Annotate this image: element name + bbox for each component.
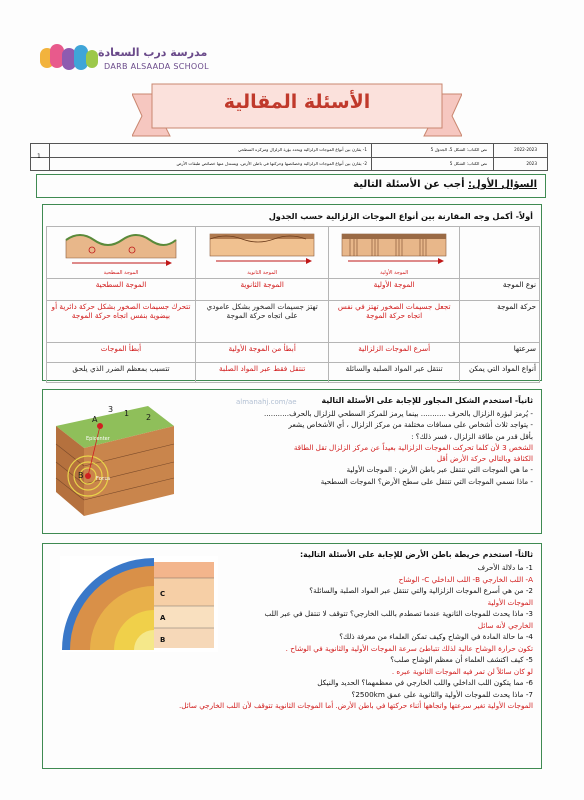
part-three-question-line: 7- ماذا يحدث للموجات الأولية والثانوية على عمق 2500km؟ xyxy=(351,689,533,699)
part-three-question-line: 2- من هي أسرع الموجات الزلزالية والتي تنتقل عبر المواد الصلبة والسائلة؟ xyxy=(309,586,533,595)
part-three-answer-line: A- اللب الخارجي B- اللب الداخلي C- الوشاح xyxy=(398,574,533,584)
figure-label-2: 2 xyxy=(146,413,152,422)
part-two-line: بأقل قدر من طاقة الزلزال ، فسر ذلك؟ : xyxy=(411,431,533,441)
part-three-question-line: 6- مما يتكون اللب الداخلي واللب الخارجي في معظمهما؟ الحديد والنيكل xyxy=(317,678,533,687)
part-three-answer-line: الموجات الأولية تغير سرعتها واتجاهها أثناء حركتها في باطن الأرض. أما الموجات الثانوية تتوقف لأن اللب الخارجي سائل. xyxy=(178,701,533,710)
cell-surface-motion: تتحرك جسيمات الصخور بشكل حركة دائرية أو بيضوية بنفس اتجاه حركة الموجة xyxy=(47,300,196,342)
part-two-line: - ماذا نسمي الموجات التي تنتقل على سطح الأرض؟ الموجات السطحية xyxy=(320,476,533,486)
row-label-speed: سرعتها xyxy=(460,342,540,362)
secondary-wave-figure-cell xyxy=(195,227,328,279)
part-three-question-line: 4- ما حالة المادة في الوشاح وكيف تمكن العلماء من معرفة ذلك؟ xyxy=(339,632,533,641)
question-one-text: أجب عن الأسئلة التالية xyxy=(353,179,465,190)
cell-surface-speed: أبطأ الموجات xyxy=(47,342,196,362)
earth-label-b: B xyxy=(160,636,166,644)
school-name-english: DARB ALSAADA SCHOOL xyxy=(104,62,209,71)
primary-wave-illustration xyxy=(338,228,450,268)
primary-wave-figure-cell xyxy=(329,227,460,279)
earth-label-a: A xyxy=(160,614,166,622)
table-row xyxy=(47,362,540,382)
part-two-answer-line: الشخص 3 لأن كلما تحركت الموجات الزلزالية بعيداً عن مركز الزلزال تقل الطاقة xyxy=(293,442,533,452)
earthquake-focus-figure xyxy=(48,396,180,520)
table-row xyxy=(47,278,540,300)
figure-label-a: A xyxy=(92,415,98,424)
figure-label-b: B xyxy=(78,471,84,480)
part-two-line: - يُرمز لبؤرة الزلزال بالحرف ........... بينما يرمز للمركز السطحي للزلزال بالحرف........... xyxy=(263,409,533,418)
primary-wave-figure-label: الموجة الأولية xyxy=(380,270,409,277)
table-row xyxy=(47,300,540,342)
info-outcome-1: 1- يقارن بين أنواع الموجات الزلزالية ويحدد بؤرة الزلزال ومركزه السطحي xyxy=(238,147,367,152)
lesson-info-table xyxy=(30,143,548,171)
part-three-question-line: 5- كيف اكتشف العلماء أن معظم الوشاح صلب؟ xyxy=(390,655,533,664)
question-one-header xyxy=(36,174,546,198)
earth-interior-figure xyxy=(60,556,218,652)
part-two-line: - يتواجد ثلاث أشخاص على مسافات مختلفة من مركز الزلزال ، أي الأشخاص يشعر xyxy=(288,420,533,430)
earth-label-c: C xyxy=(160,590,166,598)
cell-secondary-motion: تهتز جسيمات الصخور بشكل عامودي على اتجاه حركة الموجة xyxy=(195,300,328,342)
info-reference-1: نص الكتاب: الشكل 5، الجدول 5 xyxy=(430,147,487,152)
part-three-answer-line: لو كان سائلاً لن تمر فيه الموجات الثانوية عبره . xyxy=(391,666,533,676)
part-two-line: - ما هي الموجات التي تنتقل عبر باطن الأرض : الموجات الأولية xyxy=(346,465,533,475)
part-three-answer-line: الخارجي لأنه سائل xyxy=(477,620,533,630)
part-three-title: ثالثاً- استخدم خريطة باطن الأرض للإجابة على الأسئلة التالية: xyxy=(300,550,533,559)
cell-primary-motion: تجعل جسيمات الصخور تهتز في نفس اتجاه حركة الموجة xyxy=(329,300,460,342)
info-number: 1 xyxy=(37,153,41,160)
part-two-answer-line: الكثافة وبالتالي حركة الأرض أقل xyxy=(436,454,533,464)
secondary-wave-figure-label: الموجة الثانوية xyxy=(247,270,278,277)
part-three-question-line: 1- ما دلالة الأحرف xyxy=(477,563,533,572)
row-label-wave-motion: حركة الموجة xyxy=(460,300,540,342)
cell-primary-wave: الموجة الأولية xyxy=(329,278,460,300)
figure-label-3: 3 xyxy=(108,405,114,414)
cell-primary-speed: أسرع الموجات الزلزالية xyxy=(329,342,460,362)
table-row xyxy=(47,342,540,362)
cell-primary-materials: تنتقل عبر المواد الصلبة والسائلة xyxy=(329,362,460,382)
cell-secondary-materials: تنتقل فقط عبر المواد الصلبة xyxy=(195,362,328,382)
surface-wave-figure-label: الموجة السطحية xyxy=(103,270,139,277)
figure-label-epicenter: Epicenter xyxy=(86,436,110,442)
info-outcome-2: 2- يقارن بين أنواع الموجات الزلزالية وخصائصها وحركتها في باطن الأرض، ويستدل منها خصائص طبقات الأرض xyxy=(176,161,367,166)
school-name-arabic: مدرسة درب السعادة xyxy=(98,46,208,59)
info-year-2: 2023 xyxy=(526,161,537,166)
part-three-answer-line: تكون حرارة الوشاح عالية لذلك تتباطئ سرعة الموجات الأولية والثانوية في الوشاح . xyxy=(285,643,533,653)
cell-surface-wave: الموجة السطحية xyxy=(47,278,196,300)
question-one-title xyxy=(353,179,537,190)
watermark: almanahj.com/ae xyxy=(236,398,297,406)
wave-comparison-table xyxy=(46,226,540,383)
row-label-wave-type: نوع الموجة xyxy=(460,278,540,300)
info-reference-2: نص الكتاب: الشكل 5 xyxy=(449,161,487,166)
part-three-question-line: 3- ماذا يحدث للموجات الثانوية عندما تصطدم باللب الخارجي؟ تتوقف لا تنتقل في عبر اللب xyxy=(264,609,533,618)
surface-wave-illustration xyxy=(62,228,180,268)
table-row xyxy=(47,227,540,279)
part-two-title: ثانياً- استخدم الشكل المجاور للإجابة على الأسئلة التالية xyxy=(321,396,533,405)
page-title: الأسئلة المقالية xyxy=(223,91,371,113)
secondary-wave-illustration xyxy=(206,228,318,268)
row-label-materials: أنواع المواد التي يمكن xyxy=(460,362,540,382)
figure-label-focus: Focus xyxy=(96,476,111,482)
cell-secondary-speed: أبطأ من الموجة الأولية xyxy=(195,342,328,362)
surface-wave-figure-cell xyxy=(47,227,196,279)
figure-label-1: 1 xyxy=(124,409,130,418)
part-one-title: أولاً- أكمل وجه المقارنة بين أنواع الموجات الزلزالية حسب الجدول xyxy=(268,211,533,221)
part-three-answer-line: الموجات الأولية xyxy=(487,597,533,607)
cell-secondary-wave: الموجة الثانوية xyxy=(195,278,328,300)
cell-surface-materials: تتسبب بمعظم الضرر الذي يلحق xyxy=(47,362,196,382)
part-two-lines xyxy=(203,408,533,487)
question-one-label: السؤال الأول: xyxy=(468,179,537,190)
info-year-1: 2022-2023 xyxy=(514,147,537,152)
